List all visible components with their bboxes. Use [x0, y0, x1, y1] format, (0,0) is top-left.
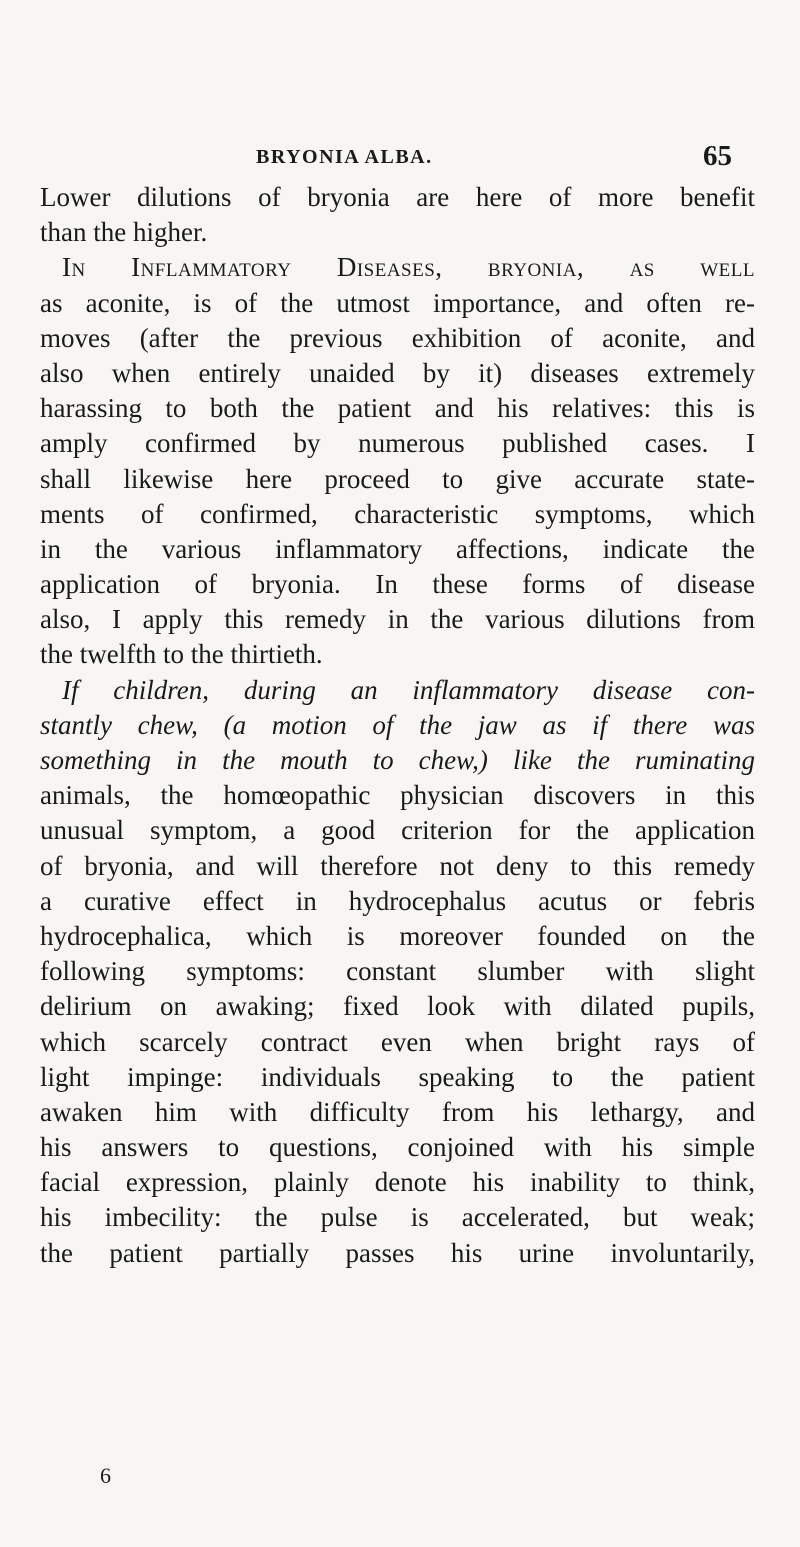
text-line: also, I apply this remedy in the various dilutions from: [40, 604, 755, 635]
text-line: light impinge: individuals speaking to the patient: [40, 1061, 755, 1092]
body-text: [40, 180, 755, 1271]
text-line: animals, the homœopathic physician discovers in this: [40, 780, 755, 811]
text-line: ments of confirmed, characteristic symptoms, which: [40, 498, 755, 529]
text-line: in the various inflammatory affections, indicate the: [40, 533, 755, 564]
text-line: which scarcely contract even when bright rays of: [40, 1026, 755, 1057]
text-line: a curative effect in hydrocephalus acutus or febris: [40, 885, 755, 916]
text-line: following symptoms: constant slumber with slight: [40, 956, 755, 987]
text-line: application of bryonia. In these forms of disease: [40, 569, 755, 600]
text-line: his imbecility: the pulse is accelerated, but weak;: [40, 1202, 755, 1233]
text-line: If children, during an inflammatory disease con-: [62, 674, 755, 705]
text-line: shall likewise here proceed to give accurate state-: [40, 463, 755, 494]
page-number: 65: [703, 140, 732, 172]
text-line: awaken him with difficulty from his lethargy, and: [40, 1096, 755, 1127]
running-title: BRYONIA ALBA.: [256, 146, 433, 168]
text-line: than the higher.: [40, 217, 208, 248]
text-line: the twelfth to the thirtieth.: [40, 639, 323, 670]
text-line: unusual symptom, a good criterion for the application: [40, 815, 755, 846]
text-line: the patient partially passes his urine involuntarily,: [40, 1237, 755, 1268]
running-head: [72, 140, 732, 170]
text-line: In Inflammatory Diseases, bryonia, as well: [62, 252, 755, 283]
text-line: facial expression, plainly denote his inability to think,: [40, 1167, 755, 1198]
text-line: moves (after the previous exhibition of aconite, and: [40, 322, 755, 353]
text-line: of bryonia, and will therefore not deny to this remedy: [40, 850, 755, 881]
text-line: stantly chew, (a motion of the jaw as if there was: [40, 709, 755, 740]
text-line: harassing to both the patient and his relatives: this is: [40, 393, 755, 424]
text-line: as aconite, is of the utmost importance, and often re-: [40, 287, 755, 318]
text-line: something in the mouth to chew,) like the ruminating: [40, 745, 755, 775]
text-line: delirium on awaking; fixed look with dilated pupils,: [40, 991, 755, 1022]
text-line: amply confirmed by numerous published cases. I: [40, 428, 755, 459]
text-line: his answers to questions, conjoined with his simple: [40, 1132, 755, 1163]
signature-mark: 6: [100, 1463, 111, 1488]
text-line: hydrocephalica, which is moreover founded on the: [40, 920, 755, 951]
text-line: Lower dilutions of bryonia are here of more benefit: [40, 182, 755, 212]
text-line: also when entirely unaided by it) diseases extremely: [40, 357, 755, 388]
